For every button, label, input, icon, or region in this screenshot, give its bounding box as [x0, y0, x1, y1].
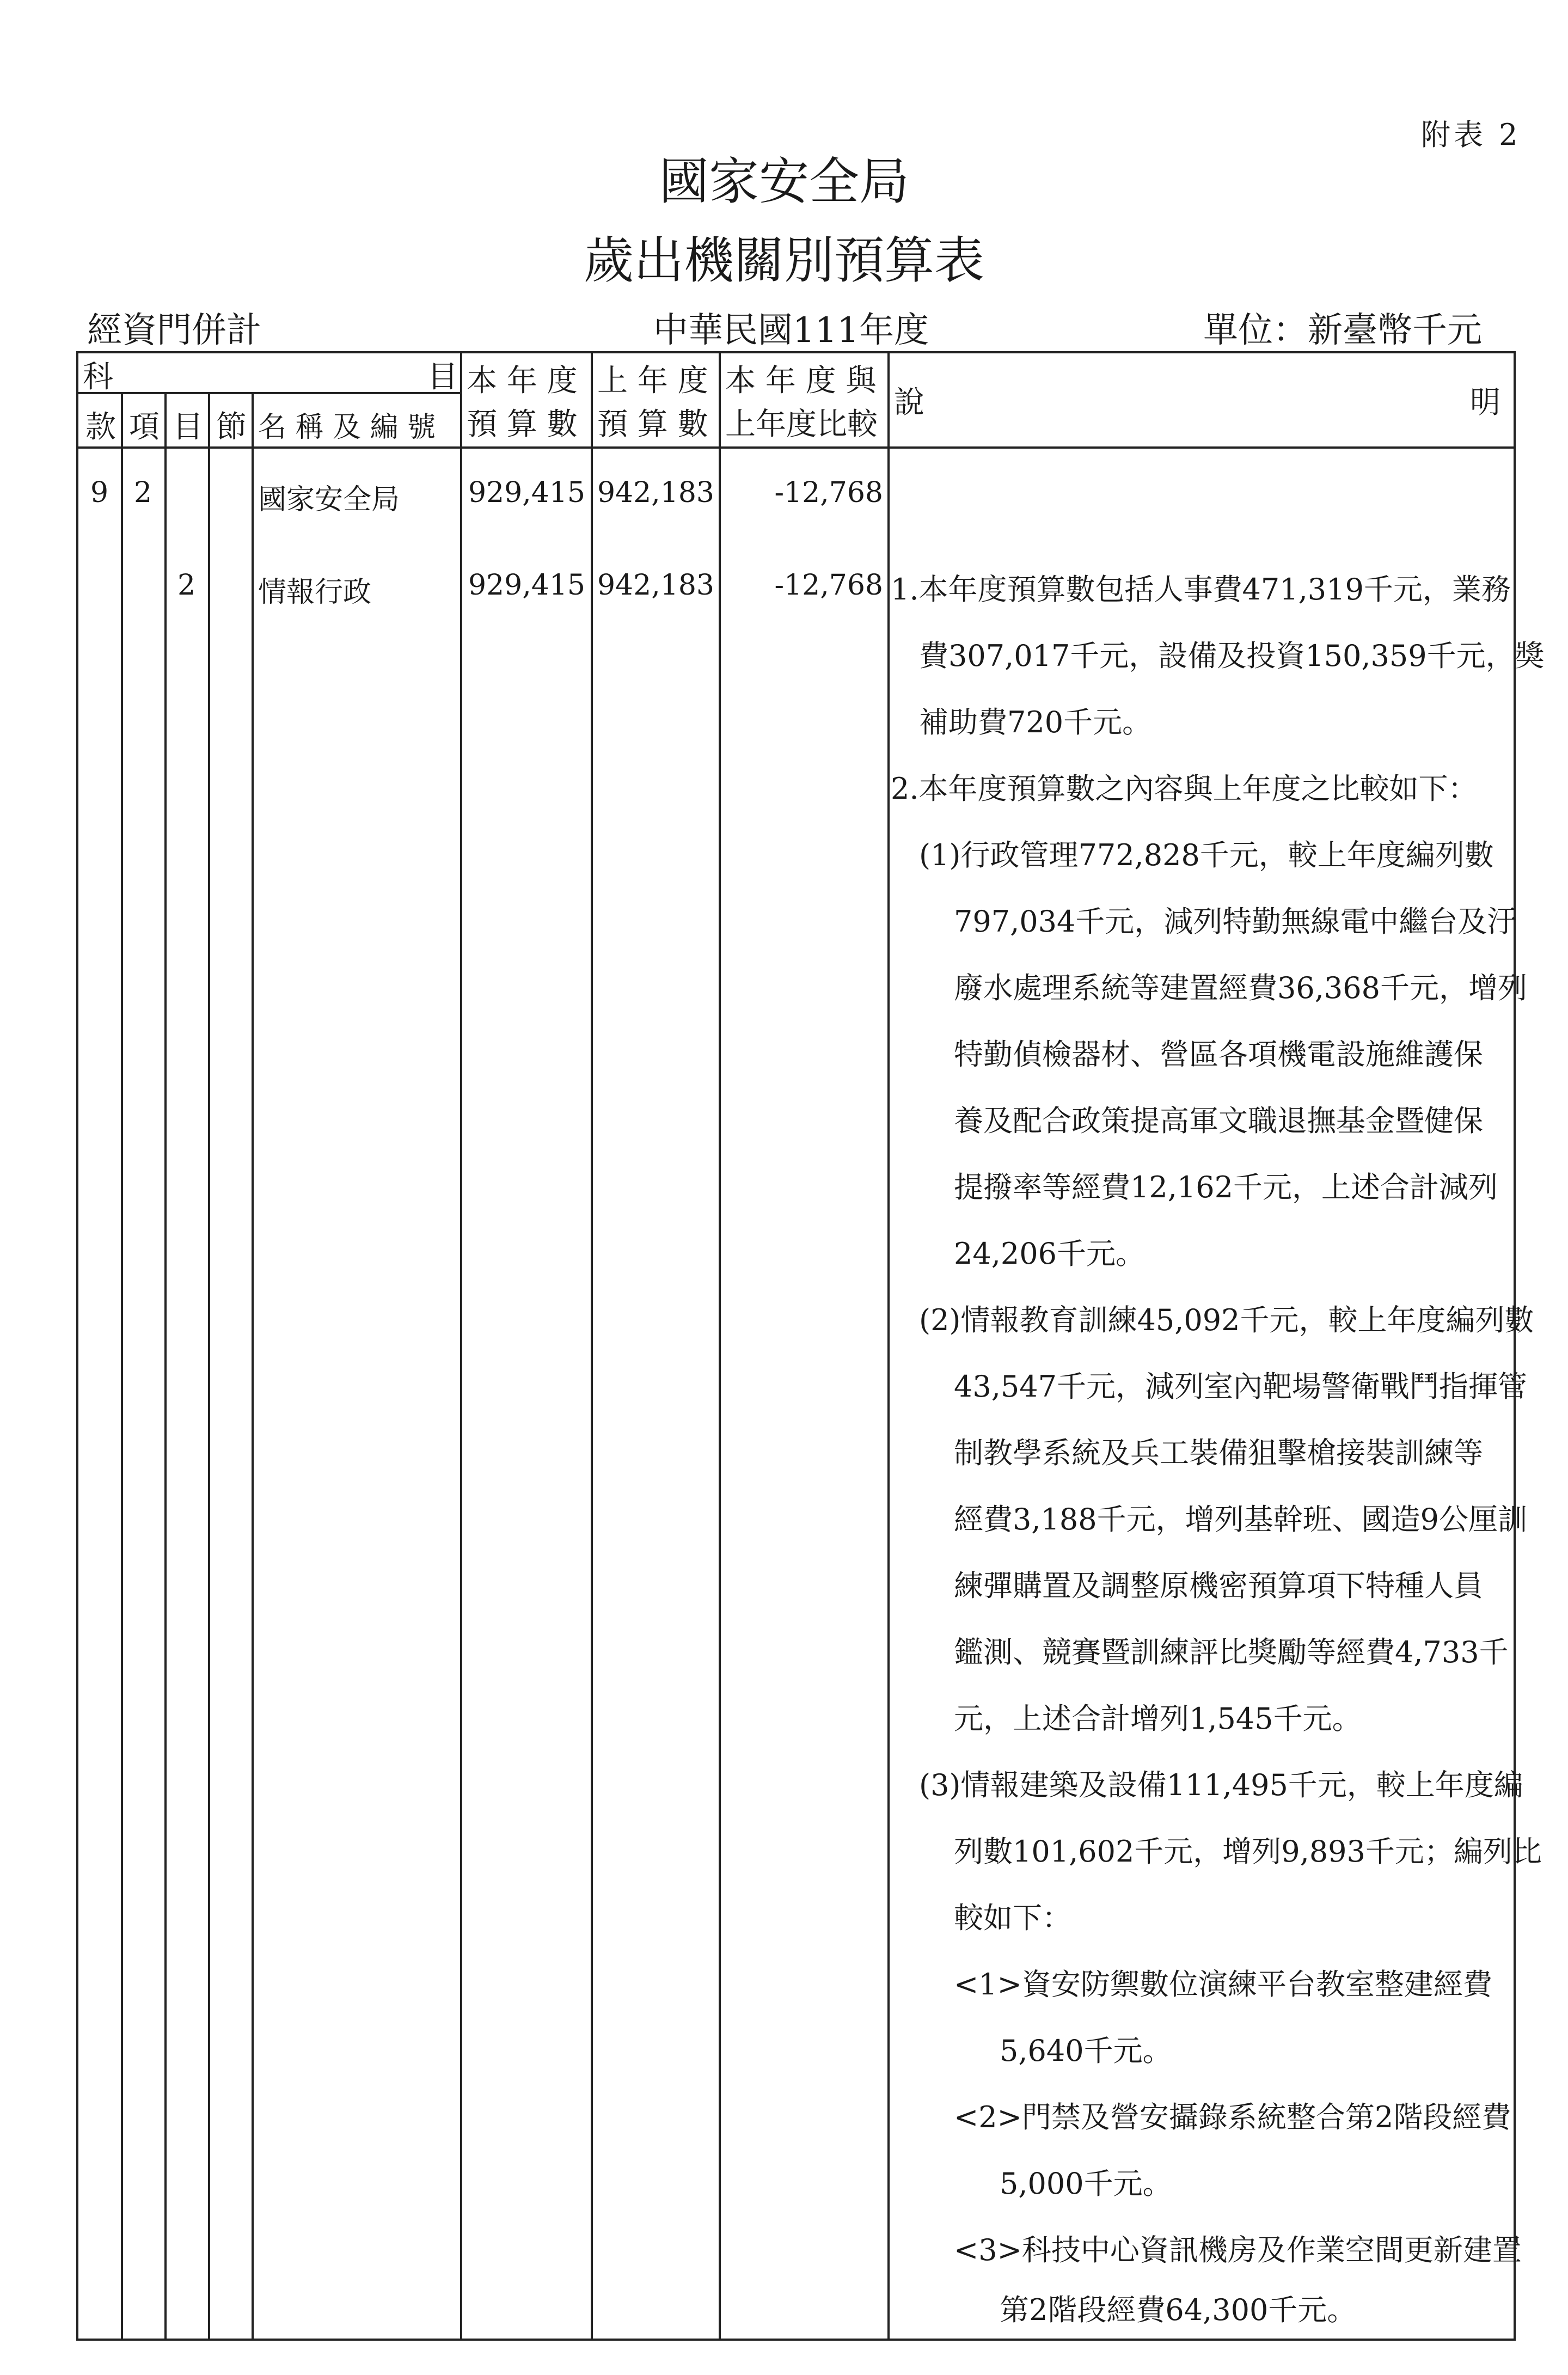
document-title: 國家安全局 [658, 152, 909, 211]
description-line: <1>資安防禦數位演練平台教室整建經費 [954, 1967, 1492, 2001]
header-desc-2: 明 [1470, 385, 1500, 420]
description-line: 43,547千元，減列室內靶場警衛戰鬥指揮管 [954, 1369, 1527, 1404]
description-line: 列數101,602千元，增列9,893千元；編列比 [954, 1834, 1542, 1869]
description-line: 補助費720千元。 [919, 705, 1152, 739]
description-line: (1)行政管理772,828千元，較上年度編列數 [919, 838, 1494, 872]
divider-mu [208, 392, 210, 2341]
description-line: 24,206千元。 [954, 1237, 1145, 1271]
cell-diff: -12,768 [774, 476, 883, 509]
divider-jie [252, 392, 254, 2341]
description-line: (2)情報教育訓練45,092千元，較上年度編列數 [919, 1303, 1534, 1337]
category-label: 經資門併計 [87, 310, 261, 351]
description-line: 5,000千元。 [1000, 2166, 1172, 2201]
description-line: <2>門禁及營安攝錄系統整合第2階段經費 [954, 2100, 1511, 2134]
header-mu2: 目 [173, 409, 203, 445]
cell-name: 情報行政 [258, 576, 372, 609]
description-line: 提撥率等經費12,162千元，上述合計減列 [954, 1170, 1498, 1204]
cell-kuan: 9 [90, 476, 109, 509]
divider-kuan [121, 392, 123, 2341]
description-line: 元，上述合計增列1,545千元。 [954, 1701, 1362, 1736]
divider-name [460, 351, 462, 2341]
description-line: 797,034千元，減列特勤無線電中繼台及汙 [954, 904, 1517, 939]
header-current-1: 本 年 度 [467, 363, 578, 399]
header-previous-1: 上 年 度 [597, 363, 708, 399]
table-top-border [76, 351, 1514, 353]
cell-current: 929,415 [468, 569, 585, 602]
description-line: 較如下： [954, 1901, 1071, 1935]
document-subtitle: 歲出機關別預算表 [583, 231, 984, 290]
cell-current: 929,415 [468, 476, 585, 509]
cell-previous: 942,183 [597, 569, 714, 602]
header-ke: 科 [83, 359, 113, 395]
table-bottom-border [76, 2339, 1514, 2341]
cell-diff: -12,768 [774, 569, 883, 602]
header-jie: 節 [216, 409, 247, 445]
divider-xiang [164, 392, 167, 2341]
fiscal-year: 中華民國111年度 [653, 310, 929, 351]
appendix-label: 附表 2 [1421, 118, 1521, 152]
description-line: 養及配合政策提高軍文職退撫基金暨健保 [954, 1104, 1483, 1138]
divider-diff [887, 351, 890, 2341]
header-split-line [76, 392, 460, 394]
cell-mu: 2 [177, 569, 196, 602]
cell-name: 國家安全局 [258, 483, 400, 516]
header-current-2: 預 算 數 [467, 407, 578, 442]
description-line: 費307,017千元，設備及投資150,359千元，獎 [919, 639, 1545, 673]
description-line: 第2階段經費64,300千元。 [1000, 2293, 1357, 2327]
description-line: 1.本年度預算數包括人事費471,319千元，業務 [891, 572, 1511, 607]
description-line: 5,640千元。 [1000, 2034, 1172, 2068]
description-line: (3)情報建築及設備111,495千元，較上年度編 [919, 1768, 1523, 1802]
border-left [76, 351, 78, 2341]
header-desc-1: 說 [894, 385, 924, 420]
header-kuan: 款 [85, 409, 116, 445]
unit-label: 單位：新臺幣千元 [1203, 310, 1482, 351]
header-mu: 目 [427, 359, 458, 395]
description-line: <3>科技中心資訊機房及作業空間更新建置 [954, 2233, 1522, 2267]
header-diff-1: 本 年 度 與 [725, 363, 877, 399]
header-name: 名 稱 及 編 號 [258, 411, 436, 444]
cell-xiang: 2 [134, 476, 152, 509]
description-line: 鑑測、競賽暨訓練評比獎勵等經費4,733千 [954, 1635, 1509, 1669]
description-line: 經費3,188千元，增列基幹班、國造9公厘訓 [954, 1502, 1527, 1537]
divider-current [591, 351, 593, 2341]
description-line: 練彈購置及調整原機密預算項下特種人員 [954, 1569, 1483, 1603]
description-line: 廢水處理系統等建置經費36,368千元，增列 [954, 971, 1527, 1005]
description-line: 特勤偵檢器材、營區各項機電設施維護保 [954, 1037, 1483, 1072]
description-line: 2.本年度預算數之內容與上年度之比較如下： [891, 772, 1478, 806]
header-diff-2: 上年度比較 [725, 407, 878, 442]
header-xiang: 項 [129, 409, 160, 445]
header-bottom-border [76, 446, 1514, 449]
divider-previous [719, 351, 721, 2341]
header-previous-2: 預 算 數 [597, 407, 708, 442]
cell-previous: 942,183 [597, 476, 714, 509]
description-line: 制教學系統及兵工裝備狙擊槍接裝訓練等 [954, 1436, 1483, 1470]
